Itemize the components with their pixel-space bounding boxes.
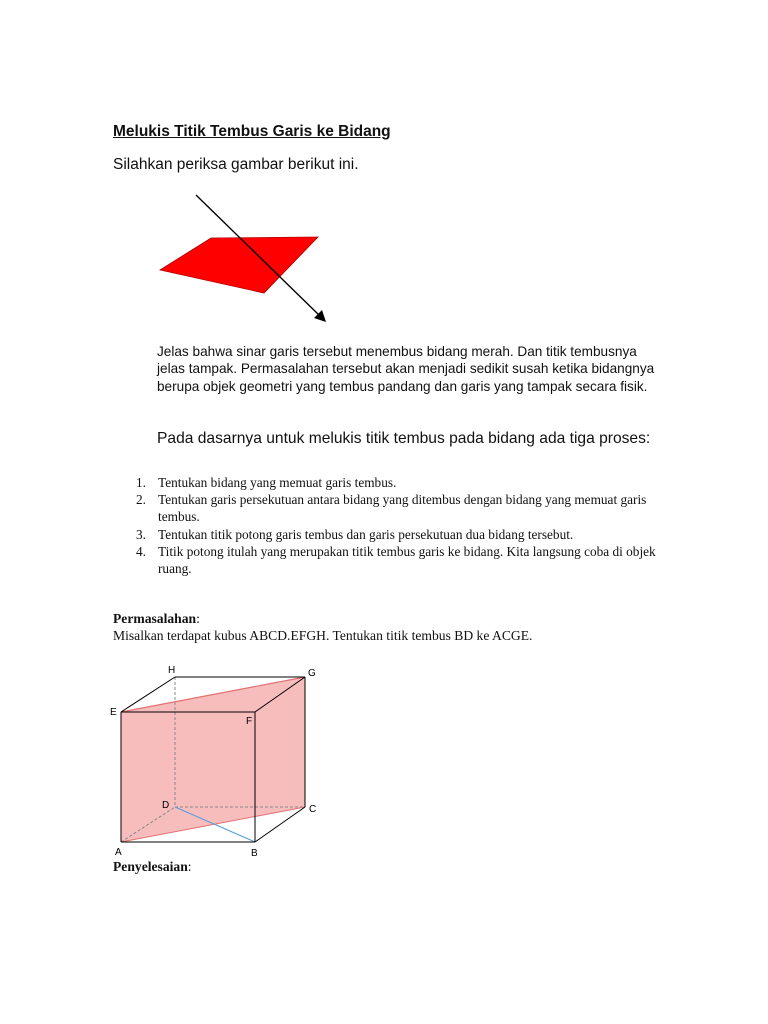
vertex-label-d: D bbox=[162, 800, 170, 811]
step-text: Tentukan garis persekutuan antara bidang yang ditembus dengan bidang yang memuat garis tembus. bbox=[158, 492, 647, 525]
step-text: Tentukan titik potong garis tembus dan garis persekutuan dua bidang tersebut. bbox=[158, 526, 574, 542]
solution-heading-colon: : bbox=[187, 859, 192, 874]
problem-heading-label: Permasalahan bbox=[113, 611, 197, 626]
step-number: 4. bbox=[136, 543, 146, 559]
intro-text: Silahkan periksa gambar berikut ini. bbox=[113, 156, 359, 173]
solution-heading-label: Penyelesaian bbox=[113, 859, 188, 874]
cube-figure bbox=[105, 660, 330, 860]
list-item bbox=[131, 491, 671, 525]
document-title: Melukis Titik Tembus Garis ke Bidang bbox=[113, 123, 391, 140]
step-number: 3. bbox=[136, 526, 146, 542]
red-plane bbox=[160, 237, 318, 293]
vertex-label-e: E bbox=[110, 707, 117, 718]
step-number: 1. bbox=[136, 475, 146, 490]
vertex-label-a: A bbox=[115, 847, 122, 858]
list-item bbox=[131, 543, 671, 577]
list-item bbox=[131, 526, 671, 543]
vertex-label-c: C bbox=[309, 804, 317, 815]
process-steps-list bbox=[131, 474, 671, 577]
vertex-label-h: H bbox=[168, 665, 176, 676]
paragraph-explanation: Jelas bahwa sinar garis tersebut menembus bidang merah. Dan titik tembusnya jelas tampak. Permasalahan tersebut akan menjadi sedikit susah ketika bidangnya berupa objek geometri yang tembus pandang dan garis yang tampak secara fisik. bbox=[157, 344, 655, 394]
problem-heading-colon: : bbox=[196, 611, 200, 626]
vertex-label-g: G bbox=[308, 668, 316, 679]
plane-acge bbox=[121, 677, 305, 842]
vertex-label-f: F bbox=[246, 716, 253, 727]
solution-heading bbox=[113, 859, 192, 875]
paragraph-process: Pada dasarnya untuk melukis titik tembus pada bidang ada tiga proses: bbox=[157, 430, 651, 447]
vertex-label-b: B bbox=[251, 848, 258, 859]
problem-heading bbox=[113, 611, 200, 627]
list-item bbox=[131, 474, 671, 491]
step-text: Titik potong itulah yang merupakan titik tembus garis ke bidang. Kita langsung coba di objek ruang. bbox=[158, 543, 656, 577]
step-number: 2. bbox=[136, 492, 146, 508]
plane-line-figure bbox=[150, 188, 340, 333]
step-text: Tentukan bidang yang memuat garis tembus. bbox=[158, 475, 397, 490]
problem-statement: Misalkan terdapat kubus ABCD.EFGH. Tentukan titik tembus BD ke ACGE. bbox=[113, 628, 533, 643]
